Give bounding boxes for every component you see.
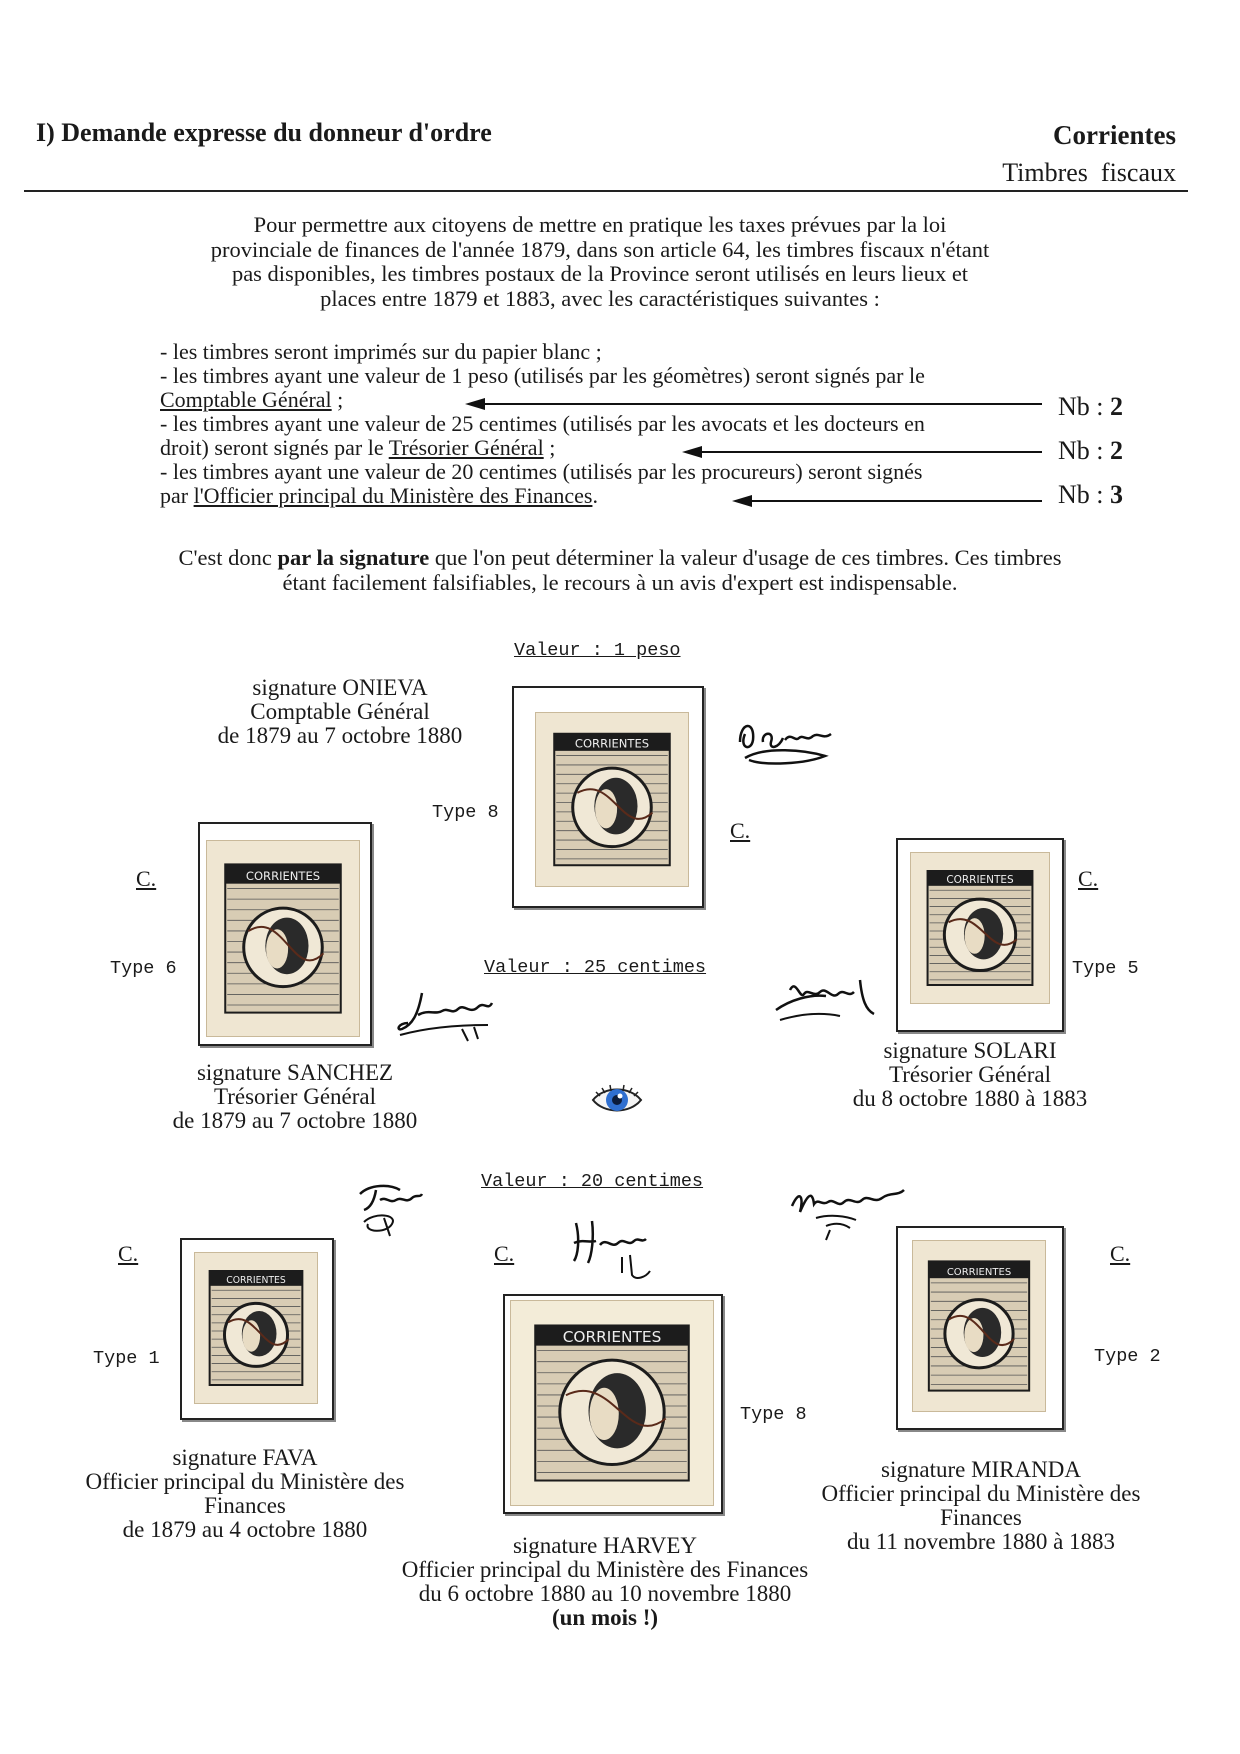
- handwritten-signature-sanchez: [392, 985, 502, 1045]
- nb-c25: [1058, 436, 1123, 466]
- signature-dates: de 1879 au 7 octobre 1880: [172, 1108, 418, 1133]
- signature-name: signature FAVA: [172, 1445, 318, 1470]
- stamp-design: [195, 1253, 317, 1403]
- official-ministere: l'Officier principal du Ministère des Finances: [193, 483, 593, 508]
- stamp-image-harvey: [510, 1300, 714, 1506]
- nb-label: Nb :: [1058, 436, 1110, 465]
- signature-role: Officier principal du Ministère des: [821, 1481, 1141, 1506]
- stamp-image-solari: [910, 852, 1050, 1004]
- c-mark: C.: [1078, 866, 1099, 891]
- text: que l'on peut déterminer la valeur d'usage de ces timbres. Ces timbres: [429, 545, 1062, 570]
- nb-count: 2: [1110, 392, 1123, 421]
- type-label: Type 2: [1094, 1346, 1161, 1367]
- stamp-banner-text: CORRIENTES: [562, 1327, 662, 1346]
- country-title: Corrientes: [1053, 120, 1176, 150]
- stamp-design: [536, 713, 688, 886]
- signature-name: signature HARVEY: [512, 1533, 698, 1558]
- condition-c25-line2: [160, 436, 555, 460]
- stamp-banner-text: CORRIENTES: [946, 1266, 1012, 1278]
- signature-dates: du 11 novembre 1880 à 1883: [846, 1529, 1116, 1554]
- signature-role: Trésorier Général: [213, 1084, 376, 1109]
- intro-line: provinciale de finances de l'année 1879, dans son article 64, les timbres fiscaux n'étant: [210, 236, 990, 262]
- nb-count: 2: [1110, 436, 1123, 465]
- handwritten-signature-fava: [350, 1178, 430, 1240]
- stamp-image-fava: [194, 1252, 318, 1404]
- stamp-design: [913, 1241, 1045, 1411]
- punct: ;: [331, 387, 344, 412]
- text: par: [160, 483, 194, 508]
- type-label: Type 1: [93, 1348, 160, 1369]
- signature-dates: de 1879 au 4 octobre 1880: [122, 1517, 368, 1542]
- signature-role: Comptable Général: [250, 699, 430, 724]
- handwritten-signature-solari: [770, 970, 880, 1030]
- header-rule: [24, 190, 1188, 192]
- c-mark: C.: [1110, 1241, 1131, 1266]
- nb-count: 3: [1110, 480, 1123, 509]
- condition-c25-line1: - les timbres ayant une valeur de 25 centimes (utilisés par les avocats et les docteurs en: [160, 411, 925, 436]
- signature-name: signature SOLARI: [883, 1038, 1057, 1063]
- value-label-25-centimes: Valeur : 25 centimes: [484, 957, 707, 978]
- stamp-design: [511, 1301, 713, 1505]
- nb-label: Nb :: [1058, 392, 1110, 421]
- stamp-banner-text: CORRIENTES: [946, 873, 1014, 886]
- c-mark: C.: [494, 1241, 515, 1266]
- signature-dates: du 6 octobre 1880 au 10 novembre 1880: [418, 1581, 792, 1606]
- left-arrow: [482, 403, 1042, 405]
- signature-role: Officier principal du Ministère des Finances: [401, 1557, 809, 1582]
- handwritten-signature-harvey: [566, 1215, 652, 1287]
- signature-role: Officier principal du Ministère des: [85, 1469, 405, 1494]
- left-arrow: [699, 451, 1042, 453]
- c-mark: C.: [118, 1241, 139, 1266]
- punct: ;: [543, 435, 556, 460]
- c-mark: C.: [136, 866, 157, 891]
- signature-note: (un mois !): [551, 1605, 659, 1630]
- intro-line: places entre 1879 et 1883, avec les caractéristiques suivantes :: [320, 285, 880, 311]
- stamp-ceres-face: [590, 1388, 619, 1440]
- signature-role: Trésorier Général: [888, 1062, 1051, 1087]
- stamp-image-miranda: [912, 1240, 1046, 1412]
- signature-role: Finances: [940, 1505, 1022, 1530]
- type-label: Type 6: [110, 958, 177, 979]
- condition-peso-line1: - les timbres ayant une valeur de 1 peso (utilisés par les géomètres) seront signés par le: [160, 363, 925, 388]
- text: C'est donc: [178, 545, 278, 570]
- condition-c20-line1: - les timbres ayant une valeur de 20 centimes (utilisés par les procureurs) seront signés: [160, 459, 923, 484]
- solari-caption: [820, 1039, 1120, 1111]
- intro-line: pas disponibles, les timbres postaux de la Province seront utilisés en leurs lieux et: [231, 261, 969, 286]
- stamp-image-onieva: [535, 712, 689, 887]
- emphasis: par la signature: [277, 545, 430, 570]
- signature-dates: du 8 octobre 1880 à 1883: [852, 1086, 1088, 1111]
- stamp-design: [207, 841, 359, 1036]
- c-mark: C.: [730, 818, 751, 843]
- handwritten-signature-onieva: [735, 712, 840, 772]
- left-arrow: [749, 500, 1042, 502]
- nb-c20: [1058, 480, 1123, 510]
- nb-peso: [1058, 392, 1123, 422]
- value-label-1-peso: Valeur : 1 peso: [514, 640, 681, 661]
- page-subtitle: Timbres fiscaux: [1002, 158, 1176, 187]
- sanchez-caption: [140, 1061, 450, 1133]
- stamp-banner-text: CORRIENTES: [245, 868, 321, 883]
- type-label: Type 5: [1072, 958, 1139, 979]
- official-tresorier: Trésorier Général: [388, 435, 544, 460]
- official-comptable: Comptable Général: [160, 387, 332, 412]
- signature-role: Finances: [204, 1493, 286, 1518]
- signature-name: signature SANCHEZ: [196, 1060, 394, 1085]
- miranda-caption: [796, 1458, 1166, 1554]
- nb-label: Nb :: [1058, 480, 1110, 509]
- signature-name: signature ONIEVA: [252, 675, 428, 700]
- signature-dates: de 1879 au 7 octobre 1880: [217, 723, 463, 748]
- type-label: Type 8: [432, 802, 499, 823]
- text: droit) seront signés par le: [160, 435, 389, 460]
- stamp-design: [911, 853, 1049, 1003]
- conclusion-line: [100, 545, 1140, 570]
- section-title: I) Demande expresse du donneur d'ordre: [36, 118, 492, 147]
- stamp-image-sanchez: [206, 840, 360, 1037]
- condition-c20-line2: [160, 484, 598, 508]
- eye-icon: [590, 1080, 644, 1125]
- conclusion-line: étant facilement falsifiables, le recours à un avis d'expert est indispensable.: [282, 570, 958, 595]
- intro-paragraph: [150, 213, 1050, 311]
- condition-peso-line2: [160, 388, 343, 412]
- stamp-banner-text: CORRIENTES: [226, 1274, 286, 1286]
- intro-line: Pour permettre aux citoyens de mettre en pratique les taxes prévues par la loi: [253, 212, 947, 237]
- signature-name: signature MIRANDA: [881, 1457, 1081, 1482]
- punct: .: [592, 483, 598, 508]
- condition-paper: - les timbres seront imprimés sur du papier blanc ;: [160, 339, 602, 364]
- value-label-20-centimes: Valeur : 20 centimes: [481, 1171, 704, 1192]
- stamp-banner-text: CORRIENTES: [574, 736, 650, 751]
- fava-caption: [60, 1446, 430, 1542]
- conclusion: [100, 545, 1140, 595]
- onieva-caption: [190, 676, 490, 748]
- harvey-caption: [380, 1534, 830, 1630]
- type-label: Type 8: [740, 1404, 807, 1425]
